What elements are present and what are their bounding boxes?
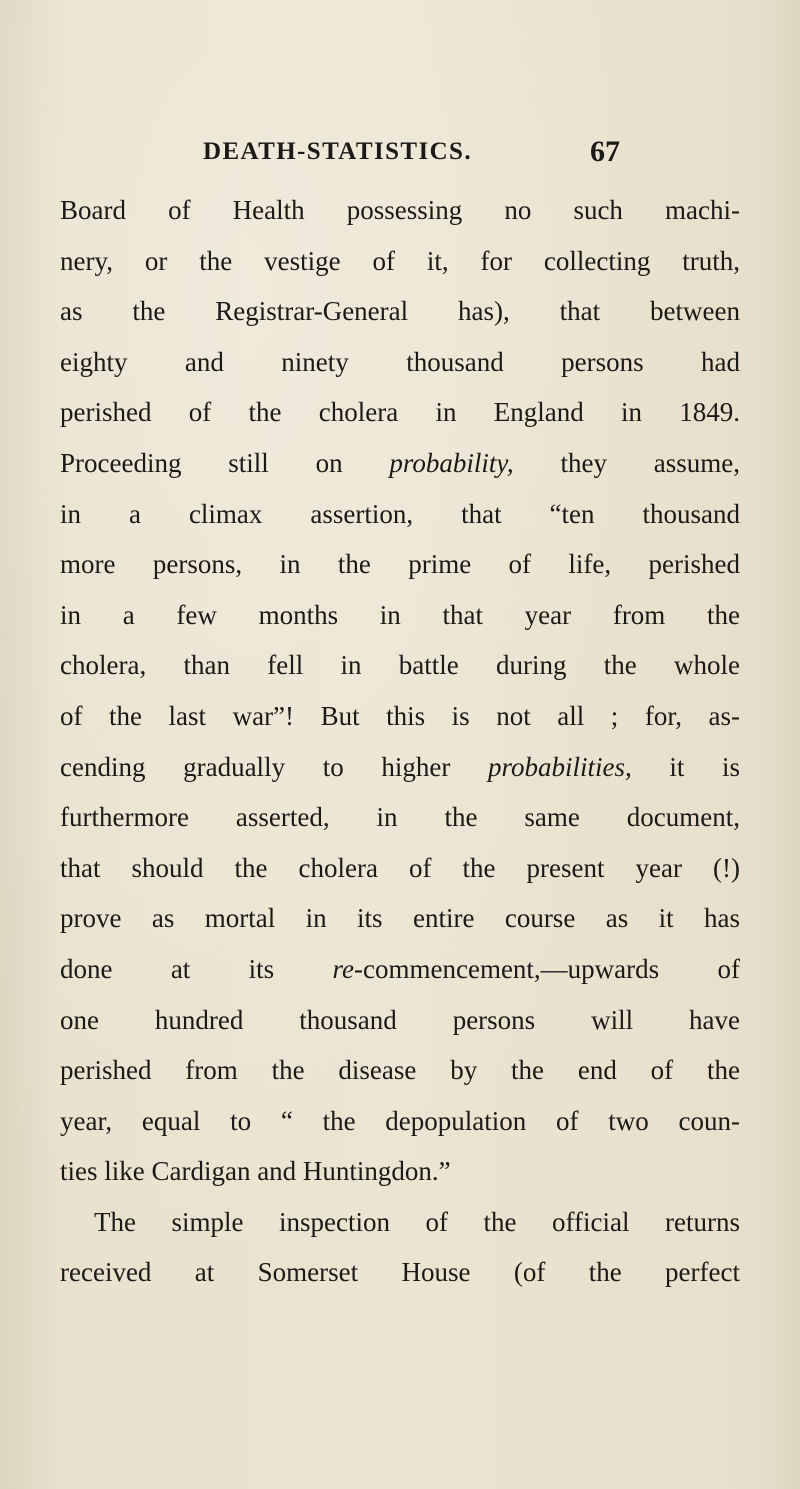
text-line: ties like Cardigan and Huntingdon.” bbox=[60, 1156, 451, 1187]
text-line: in a few months in that year from the bbox=[60, 599, 740, 630]
text-line bbox=[60, 438, 740, 489]
page-number: 67 bbox=[590, 135, 620, 168]
text-line: as the Registrar-General has), that between bbox=[60, 296, 740, 327]
text-run: done at its bbox=[60, 953, 333, 984]
text-line: year, equal to “ the depopulation of two coun- bbox=[60, 1105, 740, 1136]
running-head-title: DEATH-STATISTICS. bbox=[203, 138, 473, 165]
italic-text: probabilities, bbox=[487, 751, 632, 782]
text-line: in a climax assertion, that “ten thousand bbox=[60, 498, 740, 529]
text-line: more persons, in the prime of life, perished bbox=[60, 549, 740, 580]
text-run: it is bbox=[631, 751, 740, 782]
text-line: eighty and ninety thousand persons had bbox=[60, 346, 740, 377]
text-line: received at Somerset House (of the perfect bbox=[60, 1257, 740, 1288]
text-line: that should the cholera of the present year (!) bbox=[60, 852, 740, 883]
italic-text: re- bbox=[332, 953, 363, 984]
text-line: perished of the cholera in England in 1849. bbox=[60, 397, 740, 428]
italic-text: probability, bbox=[389, 447, 514, 478]
running-head bbox=[0, 132, 800, 172]
text-run: cending gradually to higher bbox=[60, 751, 488, 782]
text-run: Proceeding still on bbox=[60, 447, 390, 478]
text-run: they assume, bbox=[513, 447, 740, 478]
text-line: one hundred thousand persons will have bbox=[60, 1004, 740, 1035]
text-line: Board of Health possessing no such machi- bbox=[60, 195, 740, 225]
text-line: The simple inspection of the official returns bbox=[94, 1206, 740, 1237]
text-line bbox=[60, 944, 740, 995]
text-line: perished from the disease by the end of the bbox=[60, 1055, 740, 1086]
text-line: of the last war”! But this is not all ; for, as- bbox=[60, 700, 740, 731]
text-line bbox=[60, 742, 740, 793]
text-run: commencement,—upwards of bbox=[363, 953, 740, 984]
text-line: cholera, than fell in battle during the whole bbox=[60, 650, 740, 681]
text-line: prove as mortal in its entire course as it has bbox=[60, 903, 740, 934]
text-line: furthermore asserted, in the same document, bbox=[60, 802, 740, 833]
text-line: nery, or the vestige of it, for collecting truth, bbox=[60, 245, 740, 276]
body-text bbox=[60, 185, 740, 1298]
